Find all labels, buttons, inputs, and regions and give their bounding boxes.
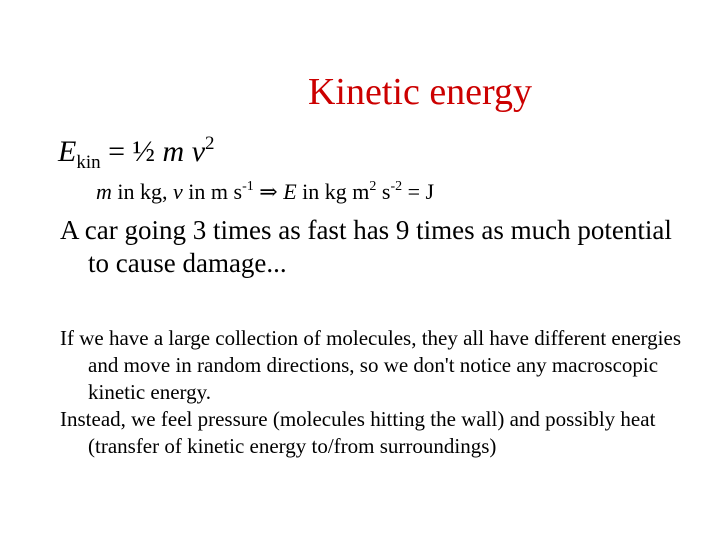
units-part1: in kg, (111, 179, 174, 204)
kin-subscript: kin (76, 152, 101, 173)
pressure-paragraph-text: Instead, we feel pressure (molecules hitting the wall) and possibly heat (transfer of kinetic energy to/from surroundings) (60, 406, 656, 458)
units-v-var: v (173, 179, 183, 204)
units-part3: in kg m (296, 179, 370, 204)
slide-title: Kinetic energy (307, 71, 533, 113)
velocity-symbol: v (191, 135, 206, 168)
molecules-paragraph-text: If we have a large collection of molecules, they all have different energies and move in random directions, so we don't notice any macroscopic kinetic energy. (60, 326, 681, 404)
implies-arrow: ⇒ (253, 179, 284, 204)
car-paragraph-text: A car going 3 times as fast has 9 times as much potential to cause damage... (60, 215, 672, 278)
units-exp2: 2 (369, 179, 377, 194)
units-exp1: -1 (242, 179, 254, 194)
molecules-paragraphs (60, 325, 700, 459)
units-part5: = J (402, 179, 435, 204)
units-part2: in m s (182, 179, 243, 204)
units-part4: s (376, 179, 391, 204)
units-m-var: m (96, 179, 112, 204)
car-paragraph (60, 214, 680, 280)
units-exp3: -2 (390, 179, 403, 194)
kinetic-energy-formula (58, 133, 215, 173)
energy-symbol: E (58, 135, 77, 168)
mass-symbol: m (162, 135, 185, 168)
velocity-exponent: 2 (205, 133, 215, 154)
units-line (96, 179, 434, 205)
equals-half: = ½ (100, 135, 163, 168)
units-e-var: E (283, 179, 297, 204)
